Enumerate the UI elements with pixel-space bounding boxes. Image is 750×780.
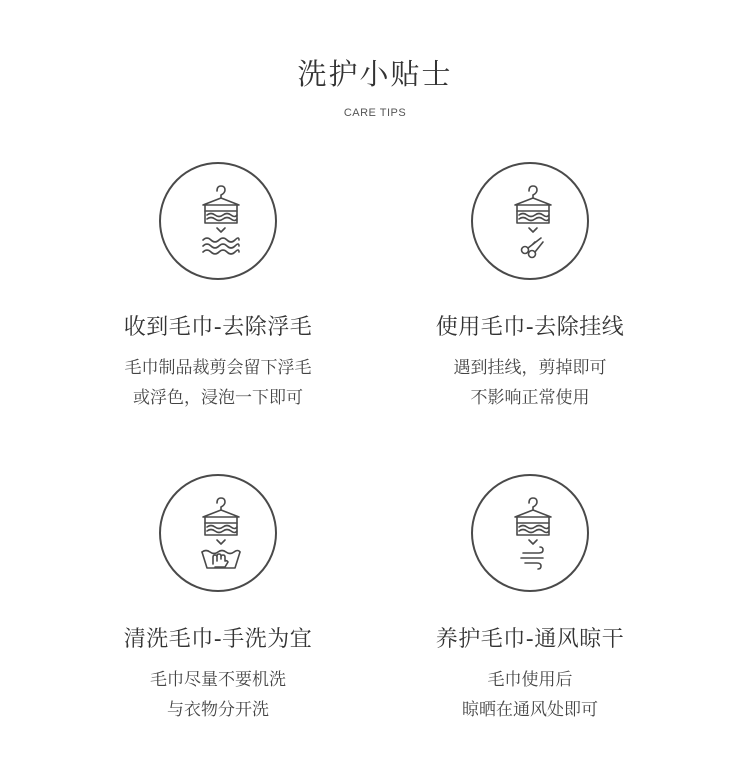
- tip-description: [380, 353, 680, 413]
- care-tip-remove-lint: [68, 162, 368, 413]
- tip-description-line: 毛巾制品裁剪会留下浮毛: [124, 358, 312, 378]
- towel-hanger-wind-icon: [471, 474, 589, 592]
- tip-title: 使用毛巾-去除挂线: [435, 315, 625, 340]
- tip-title: 收到毛巾-去除浮毛: [123, 315, 313, 340]
- towel-hanger-water-icon: [159, 162, 277, 280]
- tip-description-line: 毛巾尽量不要机洗: [150, 670, 286, 690]
- tip-title: 清洗毛巾-手洗为宜: [123, 627, 313, 652]
- tip-description-line: 晾晒在通风处即可: [462, 700, 598, 720]
- tip-description: [380, 665, 680, 725]
- page-title: 洗护小贴士: [297, 57, 453, 91]
- towel-hanger-scissors-icon: [471, 162, 589, 280]
- care-tip-air-dry: [380, 474, 680, 725]
- tip-description: [68, 353, 368, 413]
- tip-description-line: 毛巾使用后: [487, 670, 573, 690]
- care-tip-hand-wash: [68, 474, 368, 725]
- tip-description-line: 与衣物分开洗: [167, 700, 269, 720]
- care-tip-remove-threads: [380, 162, 680, 413]
- tip-title: 养护毛巾-通风晾干: [435, 627, 625, 652]
- tip-description-line: 遇到挂线，剪掉即可: [453, 358, 607, 378]
- page-subtitle: CARE TIPS: [343, 107, 407, 119]
- tip-description-line: 不影响正常使用: [470, 388, 590, 408]
- towel-hanger-handwash-icon: [159, 474, 277, 592]
- tip-description-line: 或浮色，浸泡一下即可: [133, 388, 303, 408]
- tip-description: [68, 665, 368, 725]
